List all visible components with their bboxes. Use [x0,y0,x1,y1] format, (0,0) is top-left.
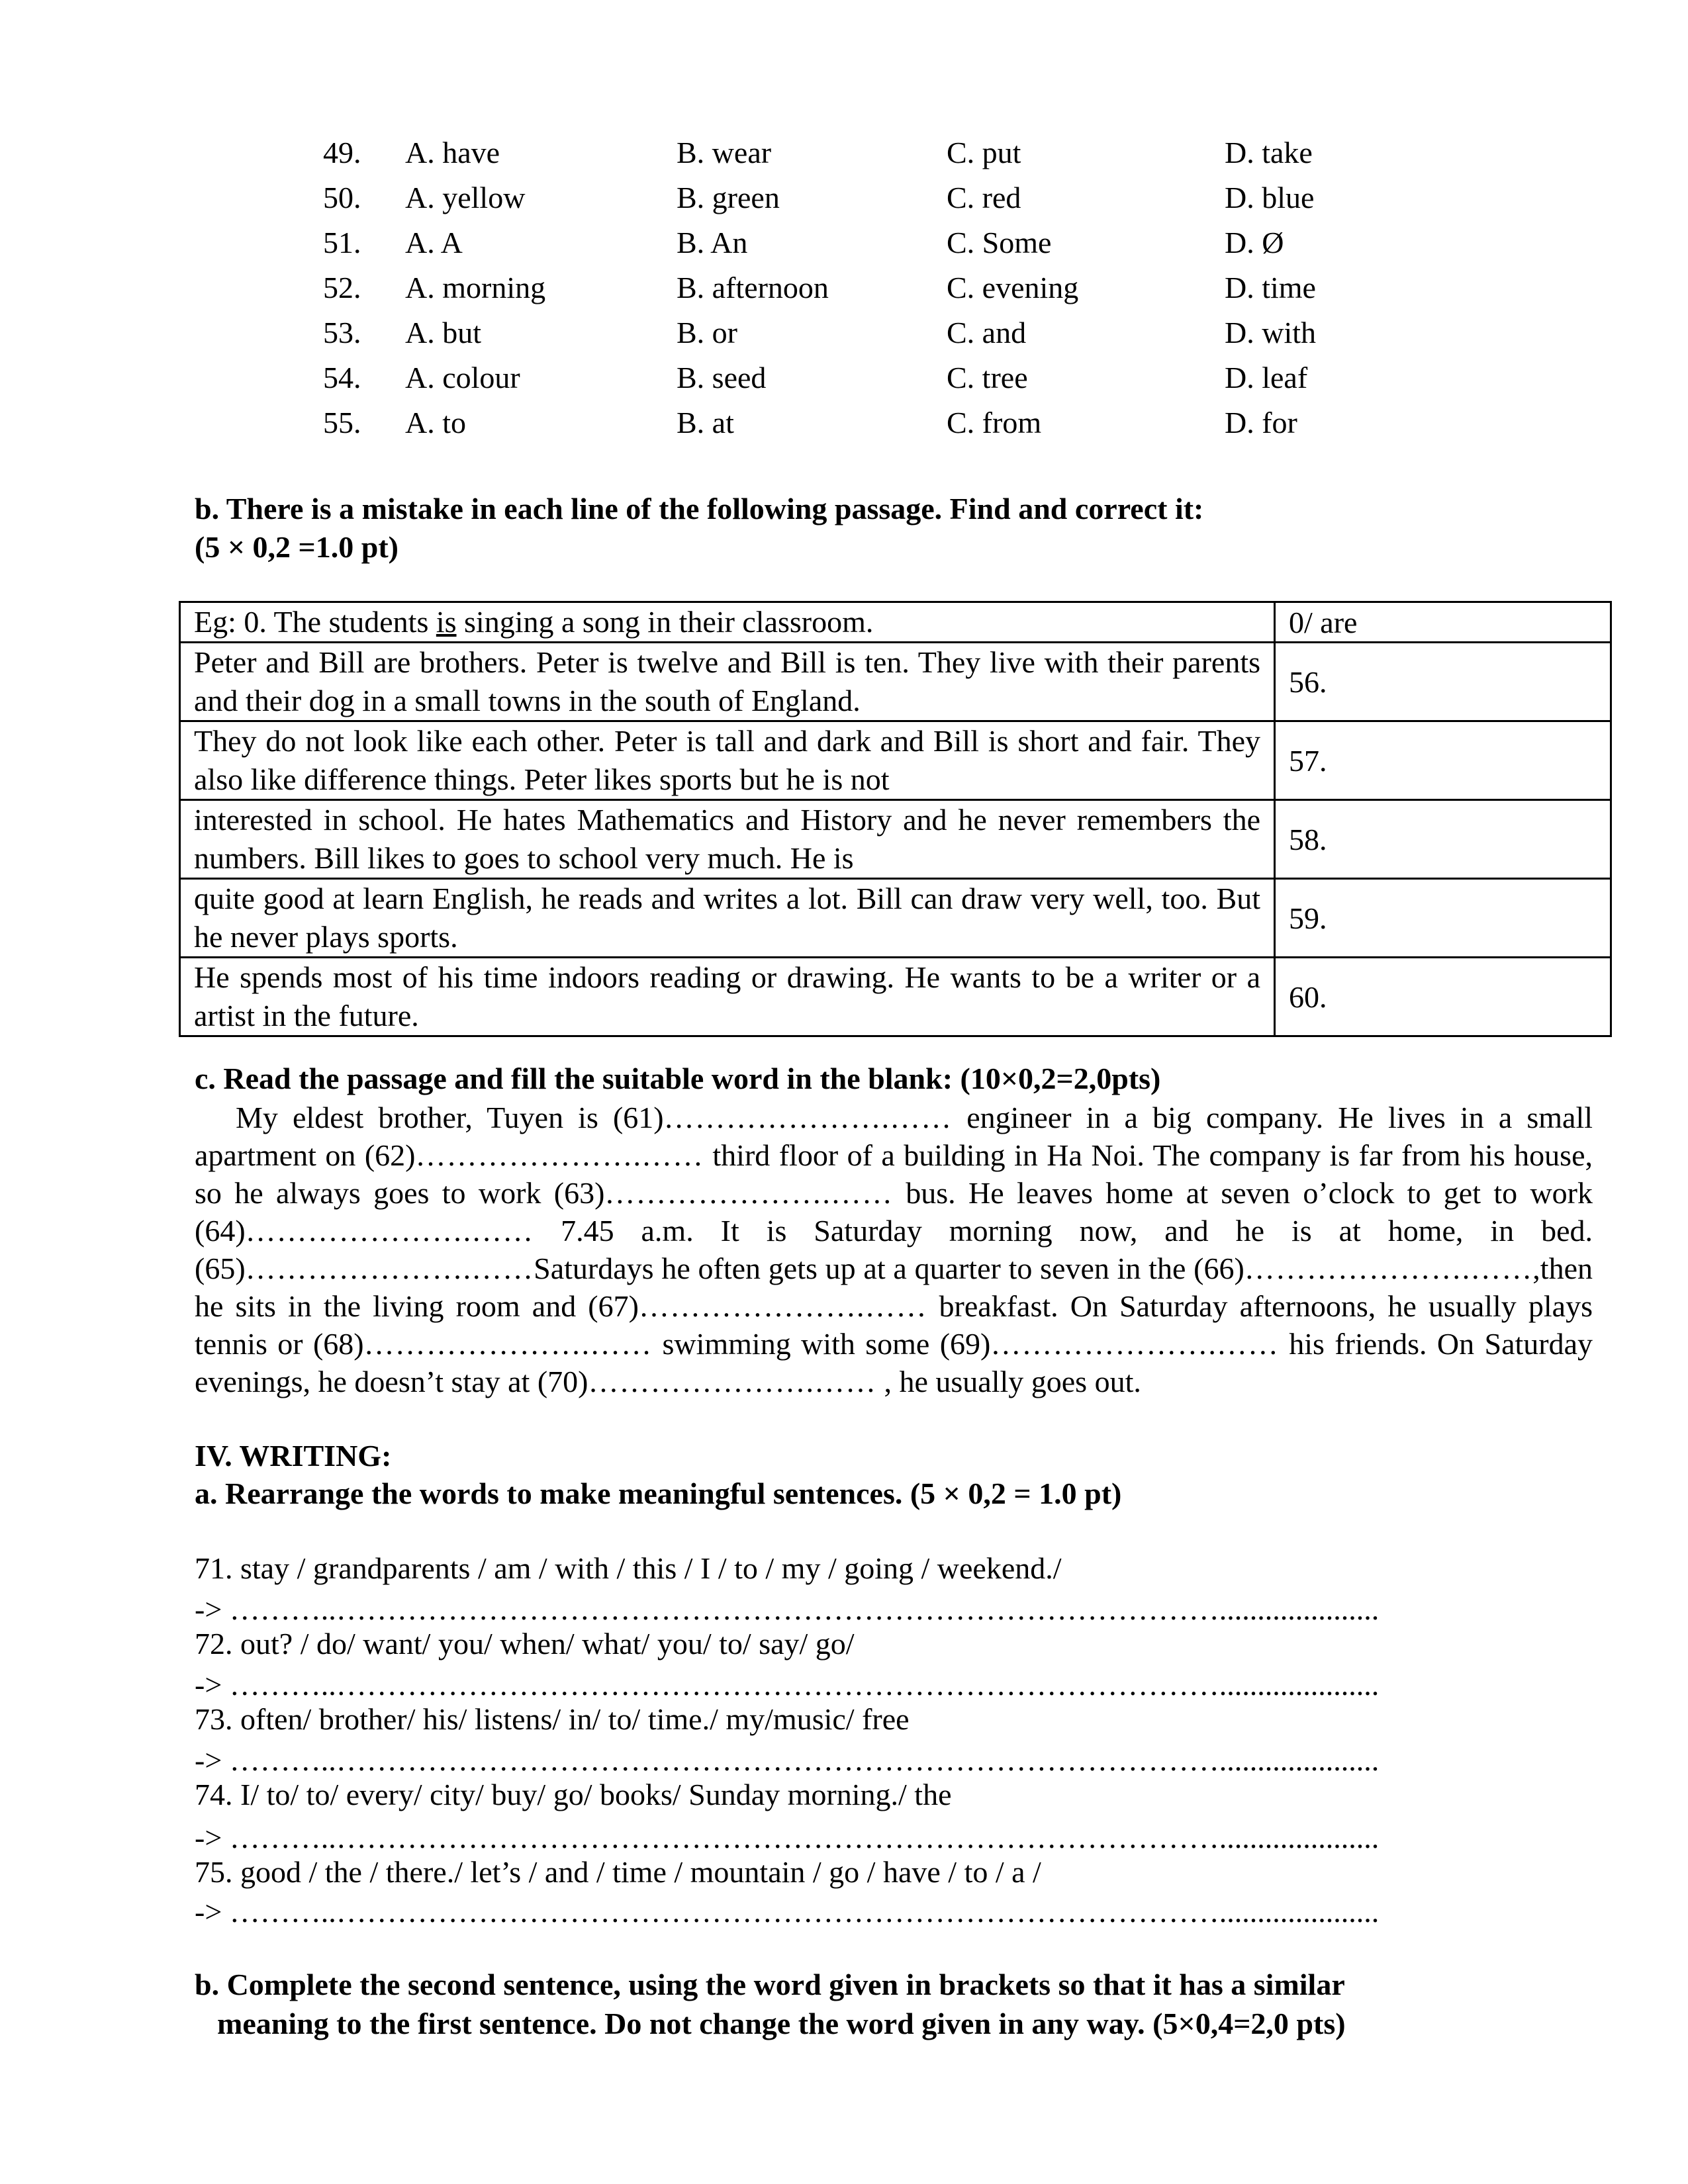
mc-option-d: D. blue [1225,181,1315,214]
section-b-points: (5 × 0,2 =1.0 pt) [195,530,399,564]
mc-row-51 [0,225,1688,270]
example-text-before: Eg: 0. The students [194,605,436,639]
mc-number: 51. [323,226,361,259]
mc-option-b: B. seed [677,361,767,394]
passage-line: interested in school. He hates Mathematics and History and he never remembers the numbers. Bill likes to goes to school very much. He is [180,800,1275,879]
mc-option-c: C. Some [947,226,1052,259]
mc-row-49 [0,135,1688,180]
mc-row-53 [0,315,1688,360]
passage-text: breakfast. On Saturday afternoons, he usually plays tennis or (68) [195,1289,1593,1361]
passage-line: quite good at learn English, he reads and writes a lot. Bill can draw very well, too. But he never plays sports. [180,879,1275,958]
mc-number: 49. [323,136,361,169]
mc-row-52 [0,270,1688,315]
mc-row-54 [0,360,1688,405]
mc-option-c: C. put [947,136,1021,169]
answer-cell[interactable]: 56. [1275,643,1611,721]
table-row-example [180,602,1611,643]
answer-cell[interactable]: 57. [1275,721,1611,800]
mc-number: 55. [323,406,361,439]
mc-option-d: D. Ø [1225,226,1284,259]
blank-69[interactable]: ………………….…… [990,1327,1279,1361]
answer-cell[interactable]: 59. [1275,879,1611,958]
mc-number: 53. [323,316,361,349]
mc-option-a: A. have [405,136,500,169]
section-b-heading: b. There is a mistake in each line of the following passage. Find and correct it: [195,492,1204,525]
mc-option-d: D. time [1225,271,1316,304]
mc-row-55 [0,405,1688,450]
mc-row-50 [0,180,1688,225]
blank-70[interactable]: ………………….…… [588,1365,876,1398]
blank-64[interactable]: ………………….…… [245,1214,534,1248]
example-answer: 0/ are [1275,602,1611,643]
blank-66[interactable]: ………………….…… [1244,1251,1533,1285]
answer-line-72[interactable]: -> ………..……………………………………………………………………………..................... [195,1668,1380,1702]
example-text-after: singing a song in their classroom. [456,605,874,639]
passage-line: Peter and Bill are brothers. Peter is twelve and Bill is ten. They live with their parents and their dog in a small towns in the south of England. [180,643,1275,721]
mc-option-c: C. from [947,406,1042,439]
passage-text: , he usually goes out. [876,1365,1141,1398]
answer-line-74[interactable]: -> ………..……………………………………………………………………………..................... [195,1821,1380,1854]
rearrange-item-73: 73. often/ brother/ his/ listens/ in/ to/ time./ my/music/ free [195,1702,910,1736]
mc-option-a: A. yellow [405,181,526,214]
passage-line: They do not look like each other. Peter is tall and dark and Bill is short and fair. They also like difference things. Peter likes sports but he is not [180,721,1275,800]
table-row [180,721,1611,800]
passage-line: He spends most of his time indoors reading or drawing. He wants to be a writer or a artist in the future. [180,958,1275,1036]
blank-68[interactable]: ………………….…… [363,1327,653,1361]
blank-61[interactable]: ………………….…… [663,1101,953,1134]
blank-67[interactable]: ………………….…… [638,1289,927,1323]
answer-line-71[interactable]: -> ………..……………………………………………………………………………..................... [195,1592,1380,1626]
passage-text: Saturdays he often gets up at a quarter to seven in the (66) [534,1251,1244,1285]
writing-section-title: IV. WRITING: [195,1439,392,1473]
passage-text: bus. He leaves home at seven o’clock to get to work (64) [195,1176,1593,1248]
mc-option-c: C. red [947,181,1021,214]
answer-cell[interactable]: 60. [1275,958,1611,1036]
mc-option-d: D. for [1225,406,1297,439]
passage-text: swimming with some (69) [652,1327,991,1361]
mc-option-a: A. A [405,226,463,259]
section-iv-b-heading-cont: meaning to the first sentence. Do not change the word given in any way. (5×0,4=2,0 pts) [217,2007,1346,2040]
rearrange-item-75: 75. good / the / there./ let’s / and / time / mountain / go / have / to / a / [195,1855,1041,1889]
section-iv-b-heading: b. Complete the second sentence, using the word given in brackets so that it has a similar [195,1968,1345,2001]
error-correction-table [179,601,1612,1037]
passage-text: his friends. On Saturday evenings, he doesn’t stay at (70) [195,1327,1593,1398]
answer-line-75[interactable]: -> ………..……………………………………………………………………………..................... [195,1895,1380,1929]
example-sentence [180,602,1275,643]
blank-65[interactable]: ………………….…… [245,1251,534,1285]
mc-option-a: A. to [405,406,466,439]
rearrange-item-72: 72. out? / do/ want/ you/ when/ what/ you/ to/ say/ go/ [195,1627,855,1661]
mc-option-a: A. colour [405,361,520,394]
mc-option-b: B. green [677,181,780,214]
mc-number: 52. [323,271,361,304]
mc-option-b: B. An [677,226,748,259]
blank-62[interactable]: ………………….…… [415,1138,704,1172]
table-row [180,958,1611,1036]
passage-text: ,then he sits in the living room and (67) [195,1251,1593,1323]
mc-option-d: D. leaf [1225,361,1308,394]
fill-blank-passage [195,1099,1593,1400]
rearrange-item-74: 74. I/ to/ to/ every/ city/ buy/ go/ books/ Sunday morning./ the [195,1778,952,1811]
mc-option-b: B. or [677,316,737,349]
mc-option-c: C. tree [947,361,1028,394]
table-row [180,800,1611,879]
answer-cell[interactable]: 58. [1275,800,1611,879]
section-c-heading: c. Read the passage and fill the suitable word in the blank: (10×0,2=2,0pts) [195,1062,1161,1095]
table-row [180,643,1611,721]
table-row [180,879,1611,958]
passage-text: My eldest brother, Tuyen is (61) [236,1101,664,1134]
mc-option-a: A. morning [405,271,546,304]
rearrange-item-71: 71. stay / grandparents / am / with / this / I / to / my / going / weekend./ [195,1551,1062,1585]
passage-text: 7.45 a.m. It is Saturday morning now, and he is at home, in bed. (65) [195,1214,1593,1285]
passage-text: third floor of a building in Ha Noi. The company is far from his house, so he always goes to work (63) [195,1138,1593,1210]
mc-option-d: D. take [1225,136,1313,169]
mc-option-d: D. with [1225,316,1316,349]
example-mistake-word: is [436,605,457,639]
mc-option-c: C. evening [947,271,1079,304]
section-iv-a-heading: a. Rearrange the words to make meaningful sentences. (5 × 0,2 = 1.0 pt) [195,1477,1122,1510]
mc-option-c: C. and [947,316,1027,349]
mc-option-b: B. at [677,406,734,439]
mc-number: 54. [323,361,361,394]
mc-number: 50. [323,181,361,214]
mc-option-b: B. wear [677,136,772,169]
passage-text: engineer in a big company. He lives in a small apartment on (62) [195,1101,1593,1172]
mc-option-a: A. but [405,316,481,349]
blank-63[interactable]: ………………….…… [604,1176,893,1210]
mc-option-b: B. afternoon [677,271,829,304]
answer-line-73[interactable]: -> ………..……………………………………………………………………………..................... [195,1743,1380,1777]
